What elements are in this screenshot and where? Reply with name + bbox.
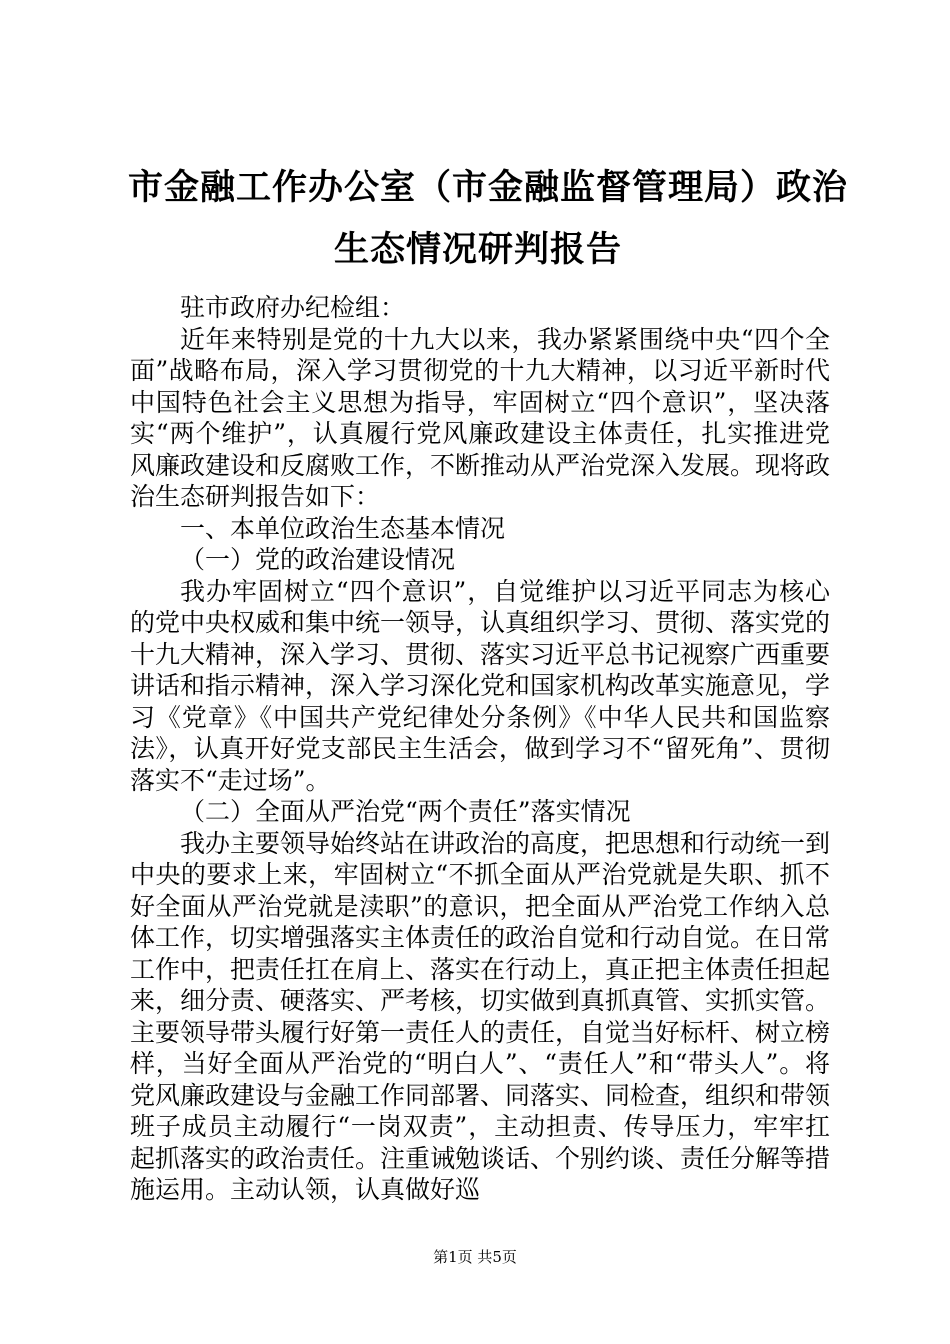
subsection-heading: （二）全面从严治党“两个责任”落实情况 [180, 797, 631, 826]
salutation: 驻市政府办纪检组： [180, 293, 406, 322]
document-body [130, 292, 830, 1206]
body-paragraph: 我办牢固树立“四个意识”，自觉维护以习近平同志为核心的党中央权威和集中统一领导，认真组织学习、贯彻、落实党的十九大精神，深入学习、贯彻、落实习近平总书记视察广西重要讲话和指示精神，深入学习深化党和国家机构改革实施意见，学习《党章》《中国共产党纪律处分条例》《中华人民共和国监察法》，认真开好党支部民主生活会，做到学习不“留死角”、贯彻落实不“走过场”。 [130, 576, 831, 795]
document-title-line-2: 生态情况研判报告 [333, 230, 622, 270]
subsection-heading: （一）党的政治建设情况 [180, 545, 456, 574]
body-paragraph: 我办主要领导始终站在讲政治的高度，把思想和行动统一到中央的要求上来，牢固树立“不抓全面从严治党就是失职、抓不好全面从严治党就是渎职”的意识，把全面从严治党工作纳入总体工作，切实增强落实主体责任的政治自觉和行动自觉。在日常工作中，把责任扛在肩上、落实在行动上，真正把主体责任担起来，细分责、硬落实、严考核，切实做到真抓真管、实抓实管。主要领导带头履行好第一责任人的责任，自觉当好标杆、树立榜样，当好全面从严治党的“明白人”、“责任人”和“带头人”。将党风廉政建设与金融工作同部署、同落实、同检查，组织和带领班子成员主动履行“一岗双责”，主动担责、传导压力，牢牢扛起抓落实的政治责任。注重诫勉谈话、个别约谈、责任分解等措施运用。主动认领，认真做好巡 [130, 828, 831, 1204]
page-number-footer: 第1页 共5页 [433, 1248, 517, 1266]
document-title-line-1: 市金融工作办公室（市金融监督管理局）政治 [128, 168, 849, 208]
section-heading: 一、本单位政治生态基本情况 [180, 513, 506, 543]
intro-paragraph: 近年来特别是党的十九大以来，我办紧紧围绕中央“四个全面”战略布局，深入学习贯彻党的十九大精神，以习近平新时代中国特色社会主义思想为指导，牢固树立“四个意识”，坚决落实“两个维护”，认真履行党风廉政建设主体责任，扎实推进党风廉政建设和反腐败工作，不断推动从严治党深入发展。现将政治生态研判报告如下： [130, 324, 831, 511]
